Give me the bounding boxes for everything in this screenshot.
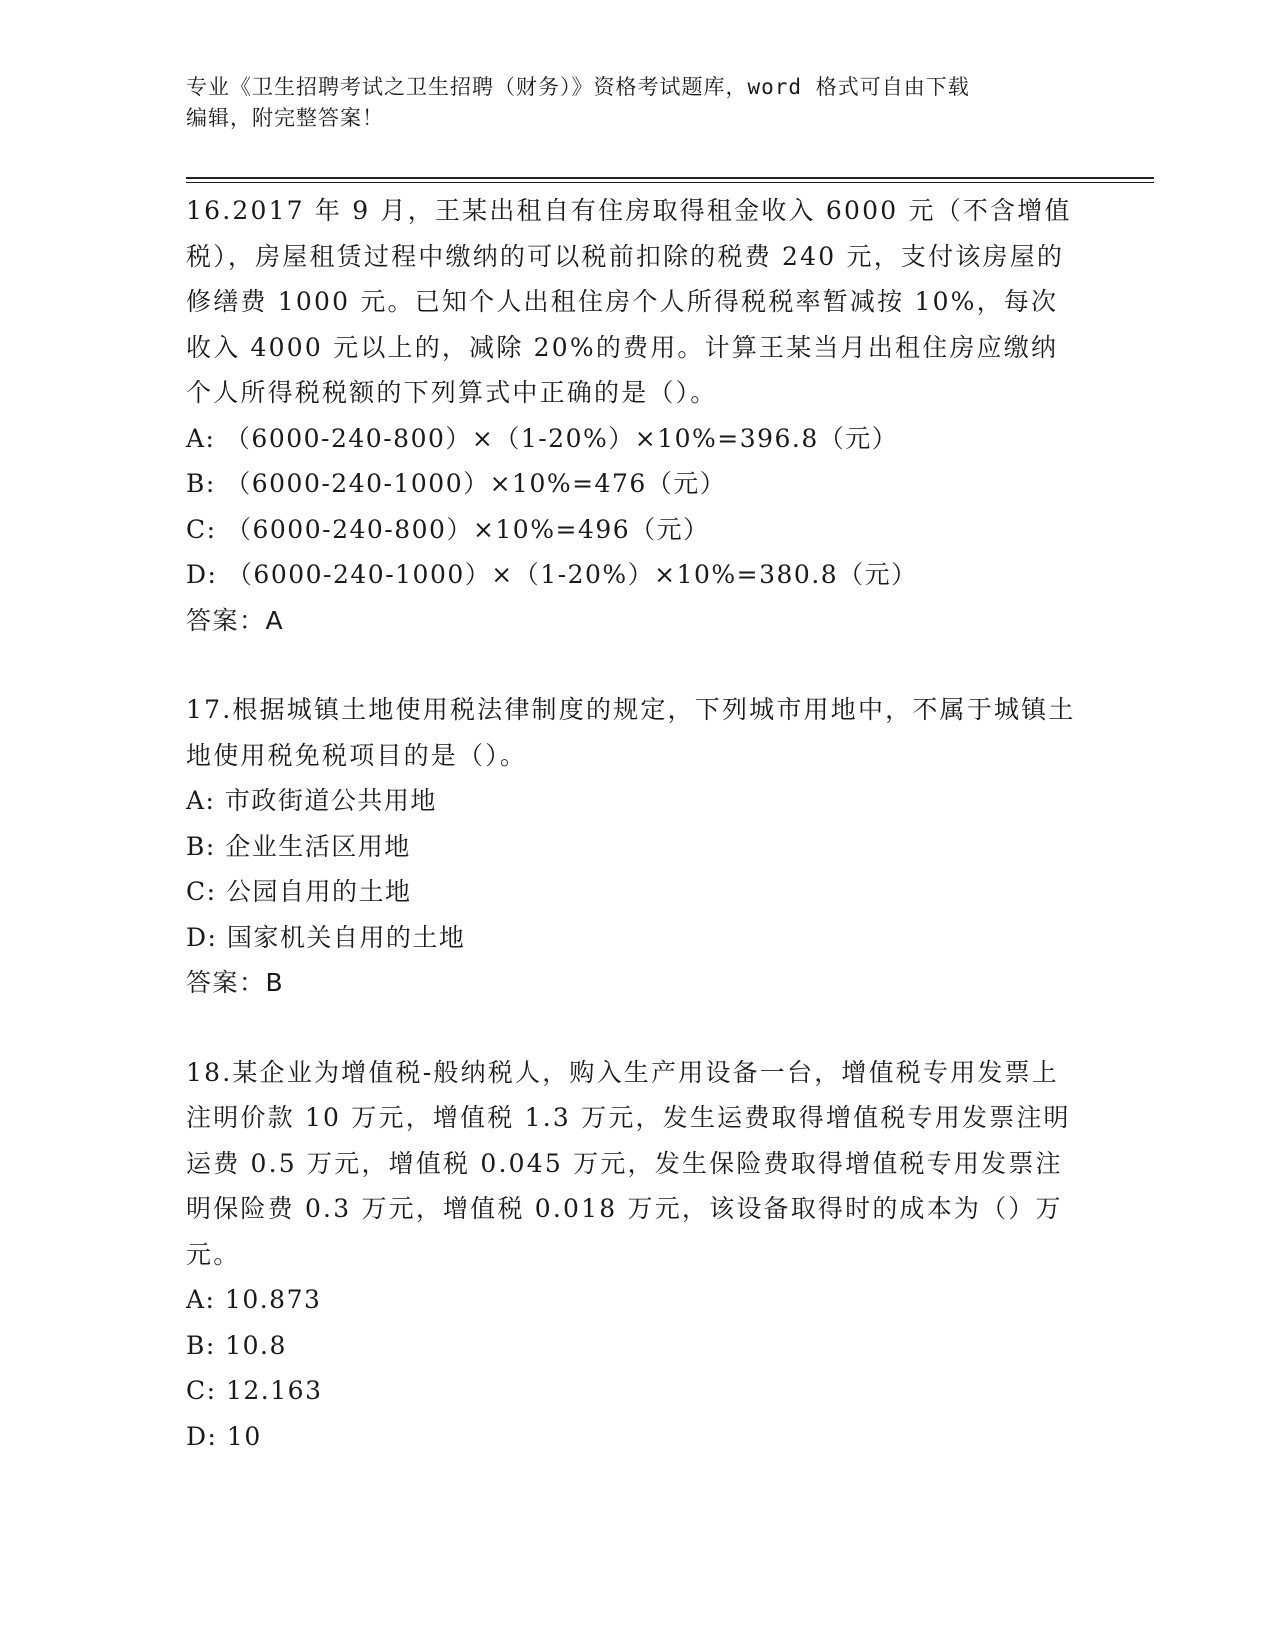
question-18: [186, 1050, 1076, 1460]
header-line-2: 编辑，附完整答案！: [186, 106, 384, 130]
option-list: [186, 416, 1076, 598]
page-header: [186, 72, 1066, 134]
option-list: [186, 778, 1076, 960]
header-line-1: 专业《卫生招聘考试之卫生招聘（财务）》资格考试题库，word 格式可自由下载: [186, 75, 970, 99]
question-list: [186, 188, 1076, 1459]
option-list: [186, 1277, 1076, 1459]
question-stem: 18.某企业为增值税-般纳税人，购入生产用设备一台，增值税专用发票上注明价款 10 万元，增值税 1.3 万元，发生运费取得增值税专用发票注明运费 0.5 万元，增值税 0.045 万元，发生保险费取得增值税专用发票注明保险费 0.3 万元，增值税 0.018 万元，该设备取得时的成本为（）万元。: [186, 1057, 1071, 1269]
option-c: C: 12.163: [186, 1376, 323, 1405]
question-17: [186, 687, 1076, 1006]
option-b: B: （6000-240-1000）×10%=476（元）: [186, 469, 727, 498]
option-b: B: 10.8: [186, 1330, 287, 1360]
question-stem: 17.根据城镇土地使用税法律制度的规定，下列城市用地中，不属于城镇土地使用税免税项目的是（）。: [186, 695, 1076, 770]
option-d: D: 10: [186, 1421, 262, 1451]
option-d: D: （6000-240-1000）×（1-20%）×10%=380.8（元）: [186, 560, 918, 589]
option-b: B: 企业生活区用地: [186, 831, 411, 861]
question-stem: 16.2017 年 9 月，王某出租自有住房取得租金收入 6000 元（不含增值税），房屋租赁过程中缴纳的可以税前扣除的税费 240 元，支付该房屋的修缮费 1000 元。已知个人出租住房个人所得税税率暂减按 10%，每次收入 4000 元以上的，减除 20%的费用。计算王某当月出租住房应缴纳个人所得税税额的下列算式中正确的是（）。: [186, 196, 1072, 407]
option-d: D: 国家机关自用的土地: [186, 922, 466, 952]
answer-label: 答案：A: [186, 605, 285, 635]
answer-label: 答案：B: [186, 968, 285, 997]
option-c: C: （6000-240-800）×10%=496（元）: [186, 514, 710, 544]
option-c: C: 公园自用的土地: [186, 877, 412, 906]
question-16: [186, 188, 1076, 643]
option-a: A: （6000-240-800）×（1-20%）×10%=396.8（元）: [186, 423, 899, 453]
option-a: A: 市政街道公共用地: [186, 786, 437, 815]
header-divider-thin: [186, 182, 1154, 183]
header-divider-thick: [186, 177, 1154, 179]
option-a: A: 10.873: [186, 1285, 322, 1314]
